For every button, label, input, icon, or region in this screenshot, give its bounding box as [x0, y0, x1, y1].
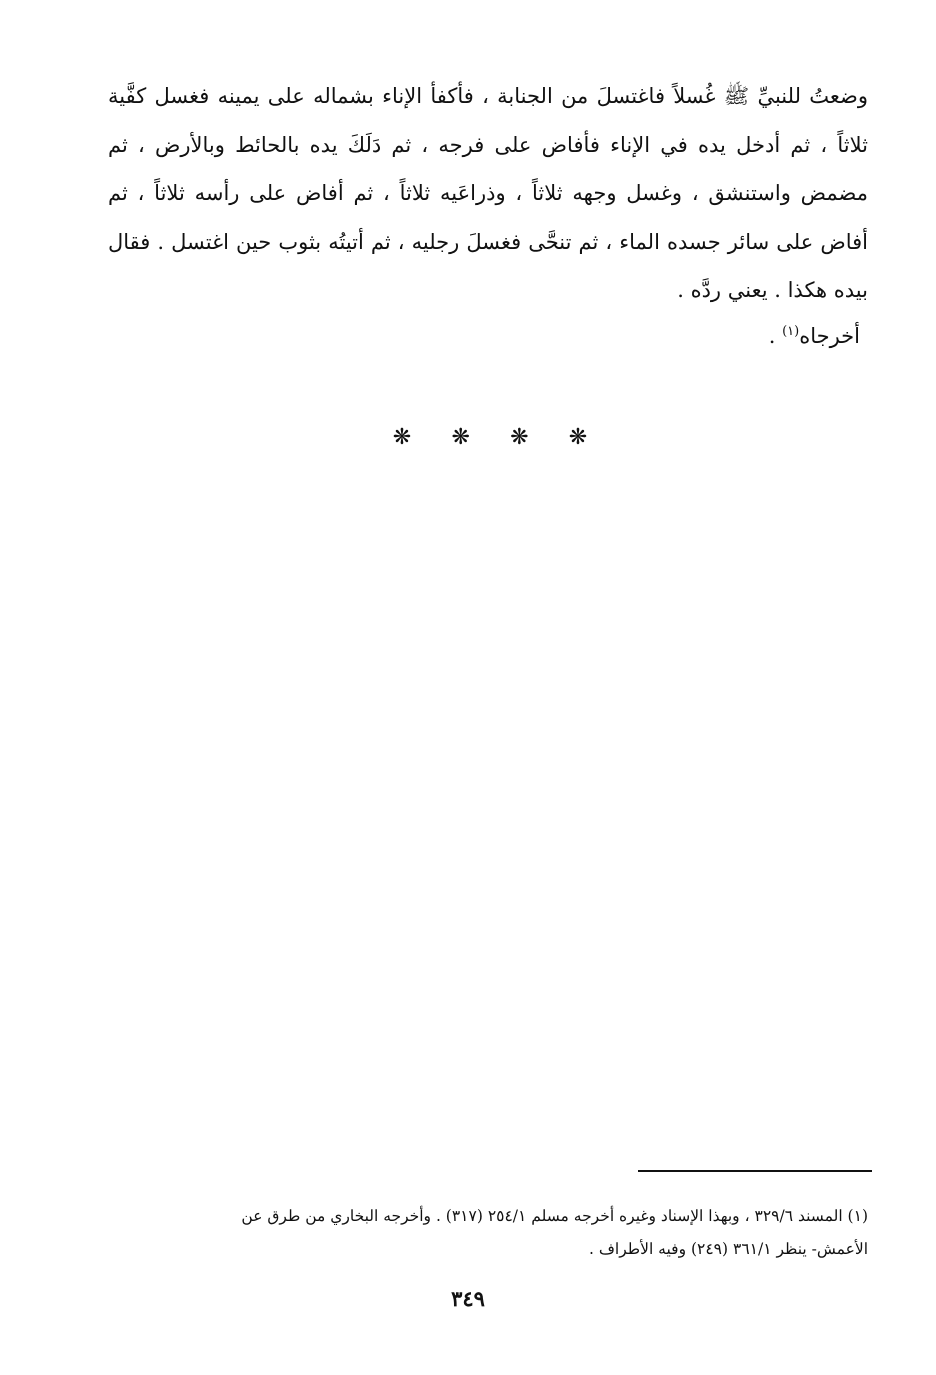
footnote-divider: [638, 1170, 872, 1172]
footnote-line: (١) المسند ٣٢٩/٦ ، وبهذا الإسناد وغيره أخرجه مسلم ٢٥٤/١ (٣١٧) . وأخرجه البخاري من طرق عن: [241, 1207, 868, 1225]
separator-star-icon: ❋: [510, 425, 529, 450]
citation-line: [100, 312, 860, 356]
main-text-block: [108, 72, 868, 315]
citation-text: أخرجاه: [799, 324, 860, 348]
separator-star-icon: ❋: [392, 425, 412, 450]
footnote-reference[interactable]: (١): [782, 324, 800, 339]
section-separator: [390, 425, 590, 450]
separator-star-icon: ❋: [568, 425, 588, 450]
page-number: ٣٤٩: [451, 1286, 485, 1311]
separator-star-icon: ❋: [451, 425, 470, 450]
footnote-line: الأعمش- ينظر ٣٦١/١ (٢٤٩) وفيه الأطراف .: [588, 1240, 868, 1258]
hadith-paragraph: وضعتُ للنبيِّ ﷺ غُسلاً فاغتسلَ من الجنابة ، فأكفأ الإناء بشماله على يمينه فغسل كفَّية ثلاثاً ، ثم أدخل يده في الإناء فأفاض على فرجه ، ثم دَلَكَ يده بالحائط وبالأرض ، ثم مضمض واستنشق ، وغسل وجهه ثلاثاً ، وذراعَيه ثلاثاً ، ثم أفاض على رأسه ثلاثاً ، ثم أفاض على سائر جسده الماء ، ثم تنحَّى فغسلَ رجليه ، ثم أتيتُه بثوب حين اغتسل . فقال بيده هكذا . يعني ردَّه .: [108, 84, 868, 302]
citation-end: .: [768, 324, 783, 348]
footnotes-block: [108, 1200, 868, 1266]
